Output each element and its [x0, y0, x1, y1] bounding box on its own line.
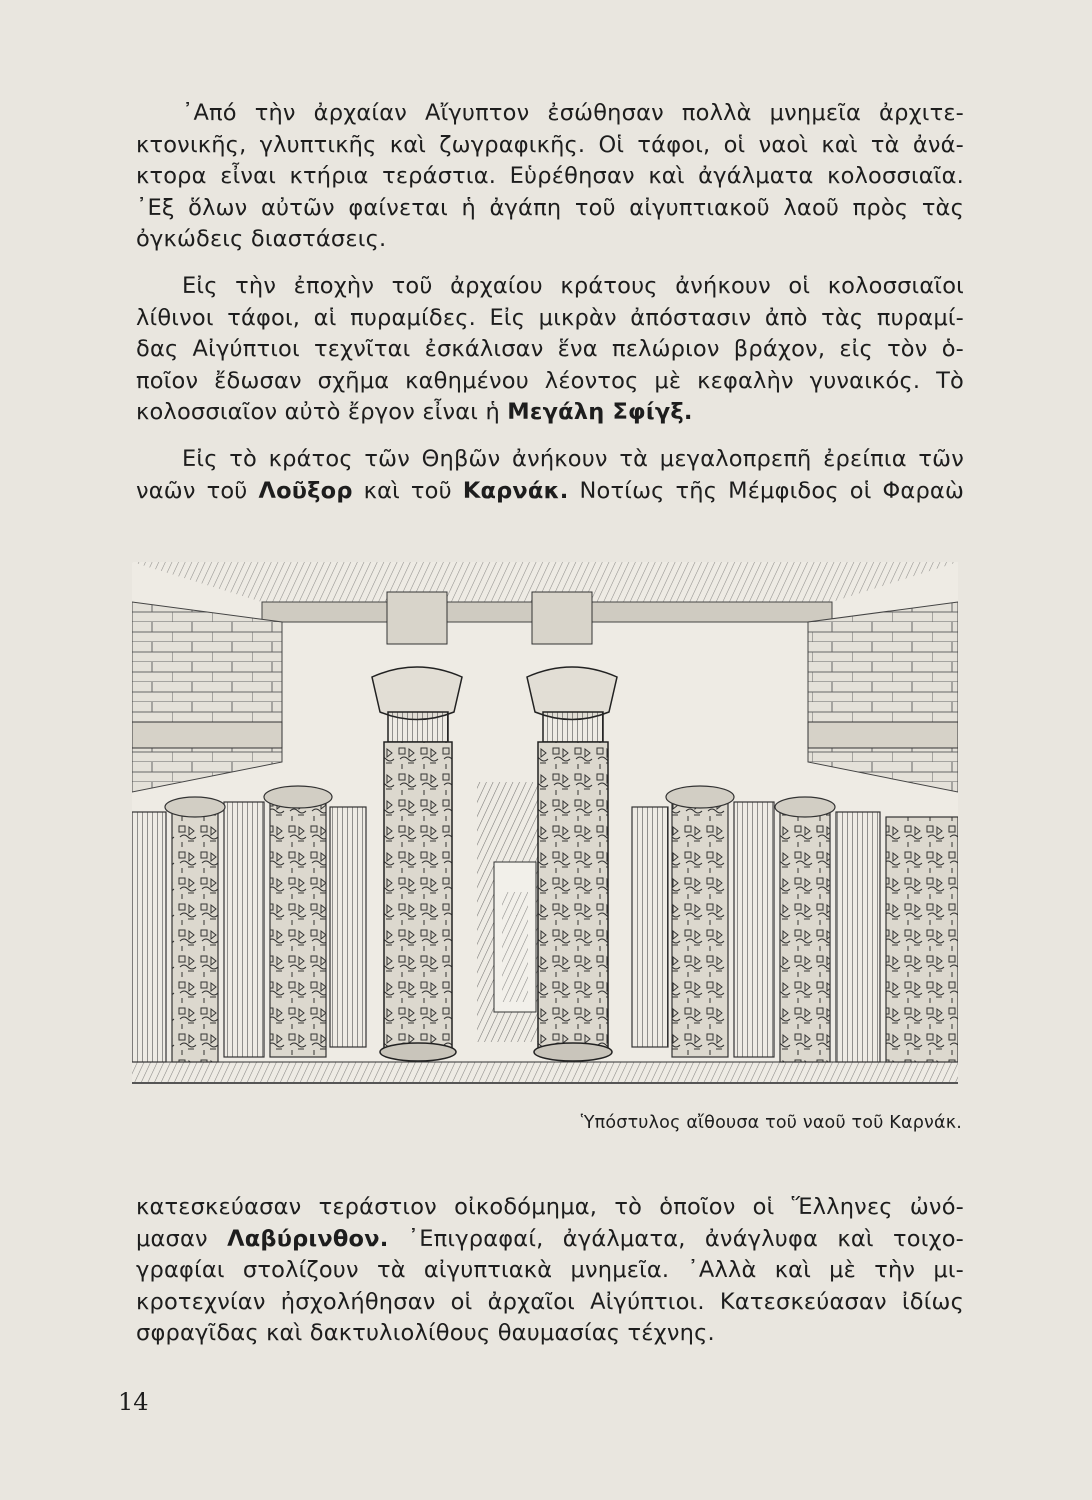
text-line: κροτεχνίαν ἠσχολήθησαν οἱ ἀρχαῖοι Αἰγύπτιοι. Κατεσκεύασαν ἰδίως [136, 1288, 964, 1315]
text-line: Εἰς τὸ κράτος τῶν Θηβῶν ἀνήκουν τὰ μεγαλοπρεπῆ ἐρείπια τῶν [182, 446, 964, 472]
text-line: κτονικῆς, γλυπτικῆς καὶ ζωγραφικῆς. Οἱ τάφοι, οἱ ναοὶ καὶ τὰ ἀνά- [136, 131, 964, 158]
text-line: ὀγκώδεις διαστάσεις. [136, 226, 387, 252]
term-karnak: Καρνάκ. [462, 477, 569, 504]
text-line: σφραγῖδας καὶ δακτυλιολίθους θαυμασίας τέχνης. [136, 1320, 715, 1346]
term-labyrinth: Λαβύρινθον. [227, 1225, 389, 1252]
text-line: Εἰς τὴν ἐποχὴν τοῦ ἀρχαίου κράτους ἀνήκουν οἱ κολοσσιαῖοι [182, 273, 964, 299]
text-line: ᾿Εξ ὅλων αὐτῶν φαίνεται ἡ ἀγάπη τοῦ αἰγυπτιακοῦ λαοῦ πρὸς τὰς [136, 194, 964, 221]
text-segment: μασαν [136, 1225, 228, 1252]
text-segment: ᾿Επιγραφαί, ἀγάλματα, ἀνάγλυφα καὶ τοιχο- [388, 1225, 964, 1252]
text-segment: Νοτίως τῆς Μέμφιδος οἱ Φαραὼ [568, 477, 964, 504]
paragraph-2 [136, 271, 964, 429]
text-line: κατεσκεύασαν τεράστιον οἰκοδόμημα, τὸ ὁποῖον οἱ Ἕλληνες ὠνό- [136, 1194, 964, 1220]
paragraph-3 [136, 444, 964, 507]
paragraph-1 [136, 98, 964, 256]
text-line: κτορα εἶναι κτήρια τεράστια. Εὑρέθησαν καὶ ἀγάλματα κολοσσιαῖα. [136, 163, 964, 189]
temple-columns-drawing [132, 562, 958, 1082]
text-line: ποῖον ἔδωσαν σχῆμα καθημένου λέοντος μὲ κεφαλὴν γυναικός. Τὸ [136, 367, 964, 394]
term-great-sphinx: Μεγάλη Σφίγξ. [507, 399, 693, 425]
text-line: δας Αἰγύπτιοι τεχνῖται ἐσκάλισαν ἕνα πελώριον βράχον, εἰς τὸν ὁ- [136, 336, 964, 362]
text-line: γραφίαι στολίζουν τὰ αἰγυπτιακὰ μνημεῖα. ᾿Αλλὰ καὶ μὲ τὴν μι- [136, 1257, 964, 1283]
hypostyle-hall-illustration [132, 562, 958, 1084]
term-luxor: Λοῦξορ [258, 477, 353, 504]
text-segment: ναῶν τοῦ [136, 477, 259, 504]
text-line: ᾿Από τὴν ἀρχαίαν Αἴγυπτον ἐσώθησαν πολλὰ μνημεῖα ἀρχιτε- [182, 100, 964, 126]
text-line: λίθινοι τάφοι, αἱ πυραμίδες. Εἰς μικρὰν ἀπόστασιν ἀπὸ τὰς πυραμί- [136, 304, 964, 331]
paragraph-4 [136, 1192, 964, 1350]
page-number: 14 [118, 1388, 149, 1416]
text-segment: κολοσσιαῖον αὐτὸ ἔργον εἶναι ἡ [136, 399, 508, 425]
text-line [136, 476, 964, 508]
figure-caption: Ὑπόστυλος αἴθουσα τοῦ ναοῦ τοῦ Καρνάκ. [580, 1113, 962, 1133]
text-segment: καὶ τοῦ [352, 477, 463, 504]
text-line [136, 1224, 964, 1256]
text-line [136, 397, 964, 429]
